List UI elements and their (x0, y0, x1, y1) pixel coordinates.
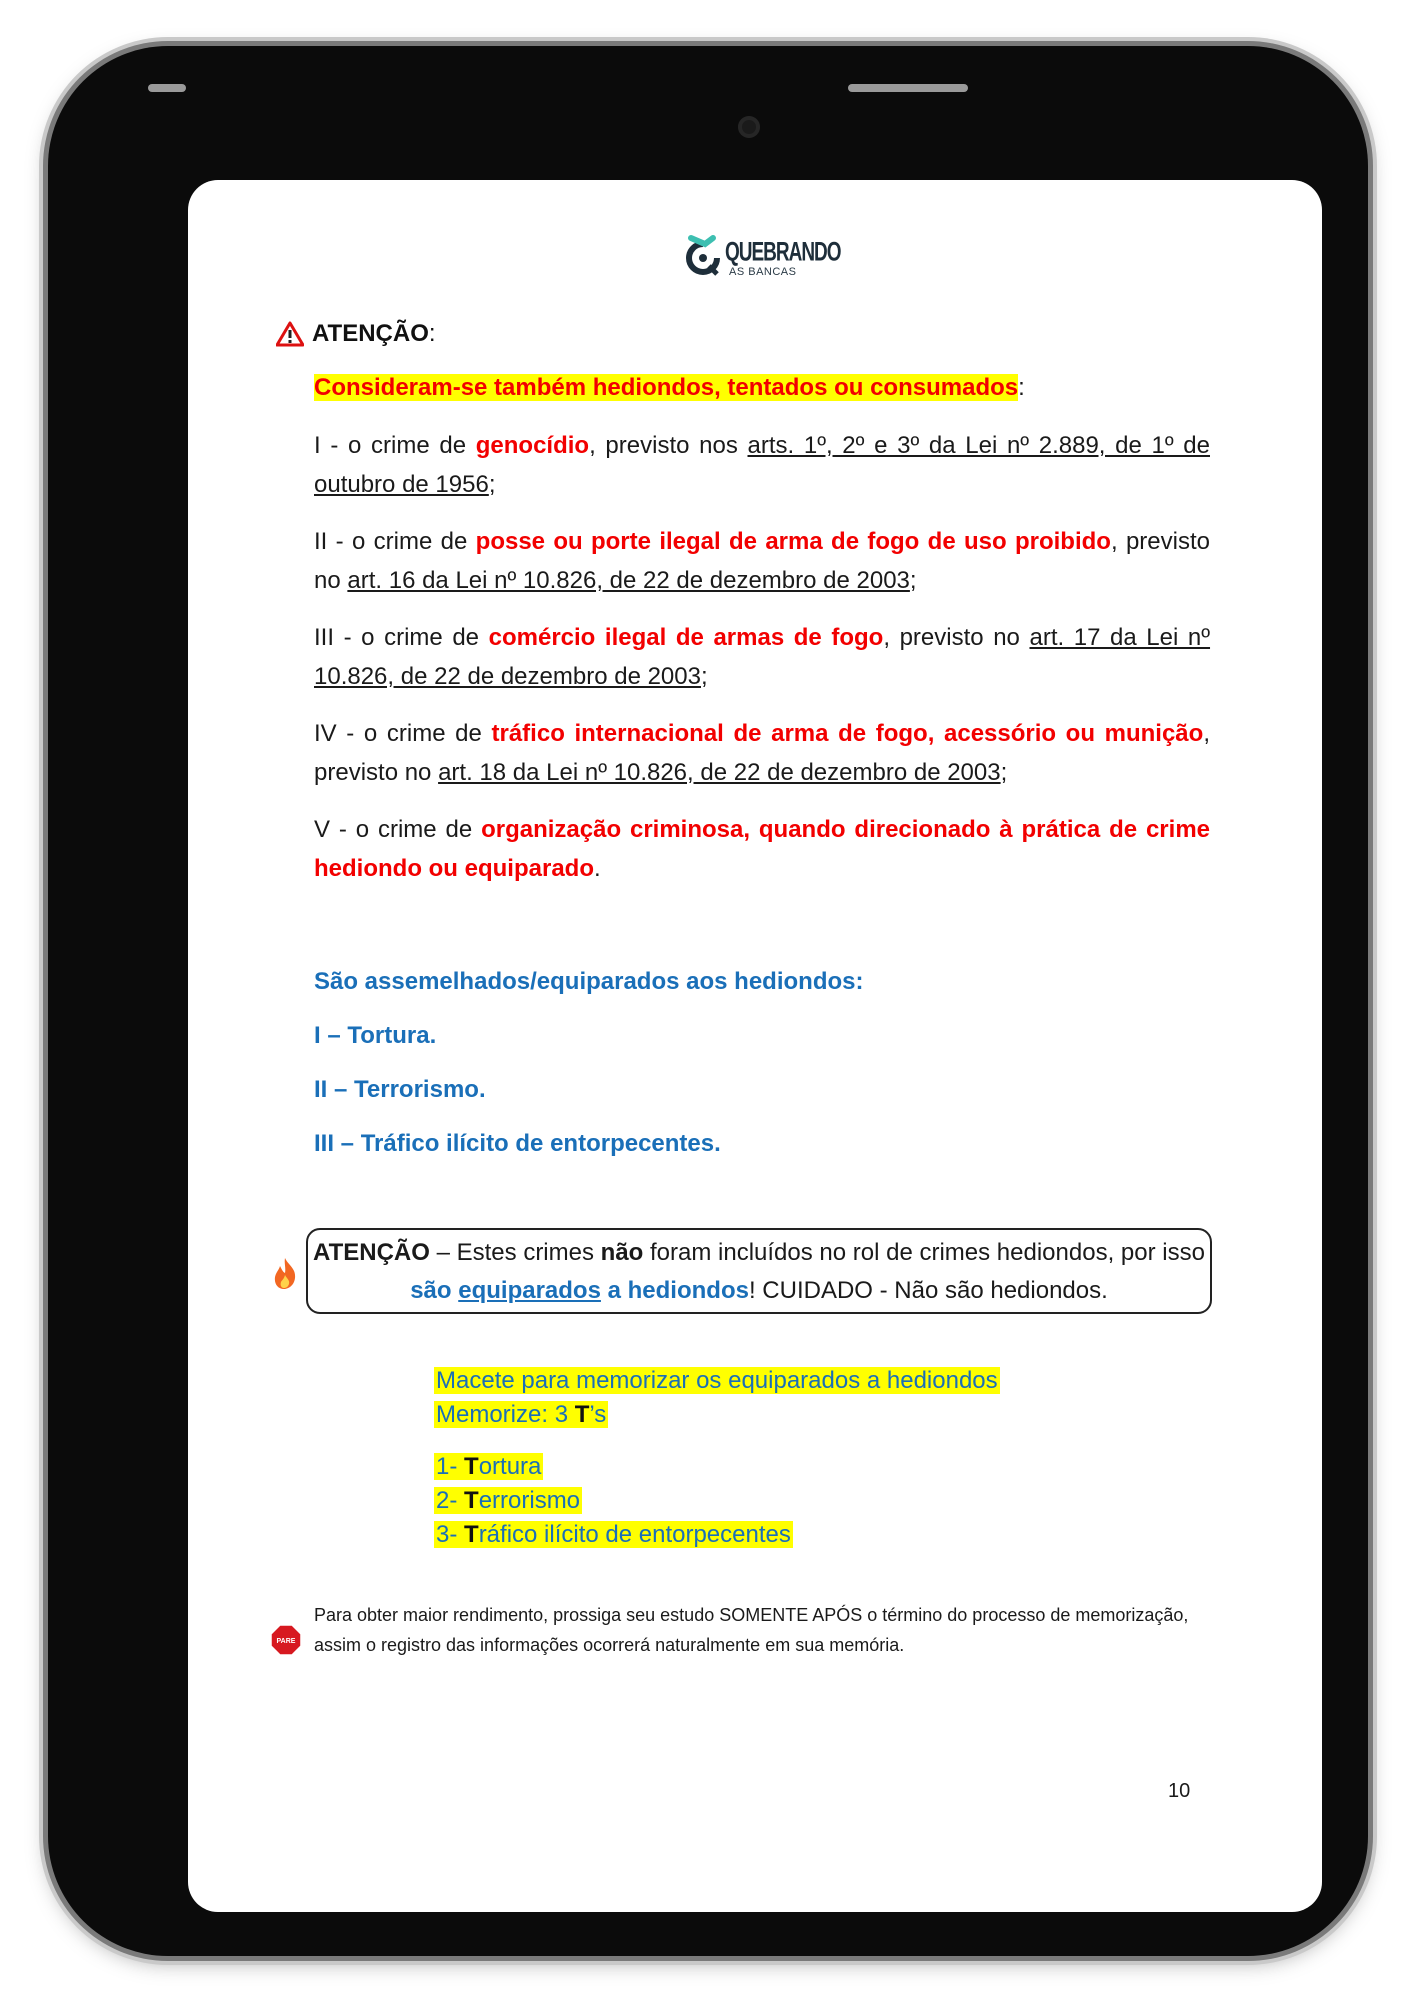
macete-title: Macete para memorizar os equiparados a hediondos (436, 1367, 998, 1394)
macete-item: 2- Terrorismo (436, 1487, 581, 1514)
document-page (188, 180, 1322, 1912)
macete-item: 3- Tráfico ilícito de entorpecentes (436, 1521, 791, 1548)
attention-box: ATENÇÃO – Estes crimes não foram incluídos no rol de crimes hediondos, por isso são equiparados a hediondos! CUIDADO - Não são hediondos. (306, 1228, 1212, 1314)
warning-triangle-icon (276, 321, 304, 347)
law-reference: art. 16 da Lei nº 10.826, de 22 de dezembro de 2003 (347, 567, 910, 594)
equiparado-item: II – Terrorismo. (314, 1076, 486, 1103)
item-2: II - o crime de posse ou porte ilegal de arma de fogo de uso proibido, previsto no art. 16 da Lei nº 10.826, de 22 de dezembro de 2003; (314, 528, 1210, 594)
stop-sign-icon (270, 1624, 302, 1656)
front-camera (738, 116, 760, 138)
logo-text-line2: AS BANCAS (729, 266, 797, 278)
law-reference: arts. 1º, 2º e 3º da Lei nº 2.889, de 1º de outubro de 1956 (314, 432, 1210, 498)
item-3: III - o crime de comércio ilegal de armas de fogo, previsto no art. 17 da Lei nº 10.826, de 22 de dezembro de 2003; (314, 624, 1211, 690)
side-button-left (148, 84, 186, 92)
page-number: 10 (1168, 1780, 1191, 1802)
attention-title: ATENÇÃO (312, 320, 429, 347)
item-1: I - o crime de genocídio, previsto nos arts. 1º, 2º e 3º da Lei nº 2.889, de 1º de outubro de 1956; (314, 432, 1210, 498)
equiparado-item: I – Tortura. (314, 1022, 437, 1049)
macete-item: 1- Tortura (436, 1453, 542, 1480)
logo-q-icon (683, 234, 723, 280)
equiparados-title: São assemelhados/equiparados aos hediondos: (314, 968, 864, 995)
fire-icon (270, 1256, 300, 1290)
study-note: Para obter maior rendimento, prossiga seu estudo SOMENTE APÓS o término do processo de memorização, assim o registro das informações ocorrerá naturalmente em sua memória. (314, 1605, 1189, 1655)
intro-highlight: Consideram-se também hediondos, tentados ou consumados (314, 374, 1019, 401)
macete-subtitle: Memorize: 3 T’s (436, 1401, 607, 1428)
logo-text-line1: QUEBRANDO (725, 238, 841, 268)
attention-heading: ATENÇÃO: (276, 320, 436, 348)
item-5: V - o crime de organização criminosa, quando direcionado à prática de crime hediondo ou equiparado. (314, 816, 1211, 882)
intro-line: Consideram-se também hediondos, tentados ou consumados: (314, 374, 1025, 401)
law-reference: art. 17 da Lei nº 10.826, de 22 de dezembro de 2003 (314, 624, 1211, 690)
quebrando-as-bancas-logo (683, 230, 841, 294)
side-button-right (848, 84, 968, 92)
law-reference: art. 18 da Lei nº 10.826, de 22 de dezembro de 2003 (438, 759, 1001, 786)
equiparado-item: III – Tráfico ilícito de entorpecentes. (314, 1130, 721, 1157)
stop-sign-label: PARE (276, 1638, 296, 1645)
tablet-frame (48, 46, 1368, 1956)
item-4: IV - o crime de tráfico internacional de arma de fogo, acessório ou munição, previsto no art. 18 da Lei nº 10.826, de 22 de dezembro de 2003; (314, 720, 1210, 786)
